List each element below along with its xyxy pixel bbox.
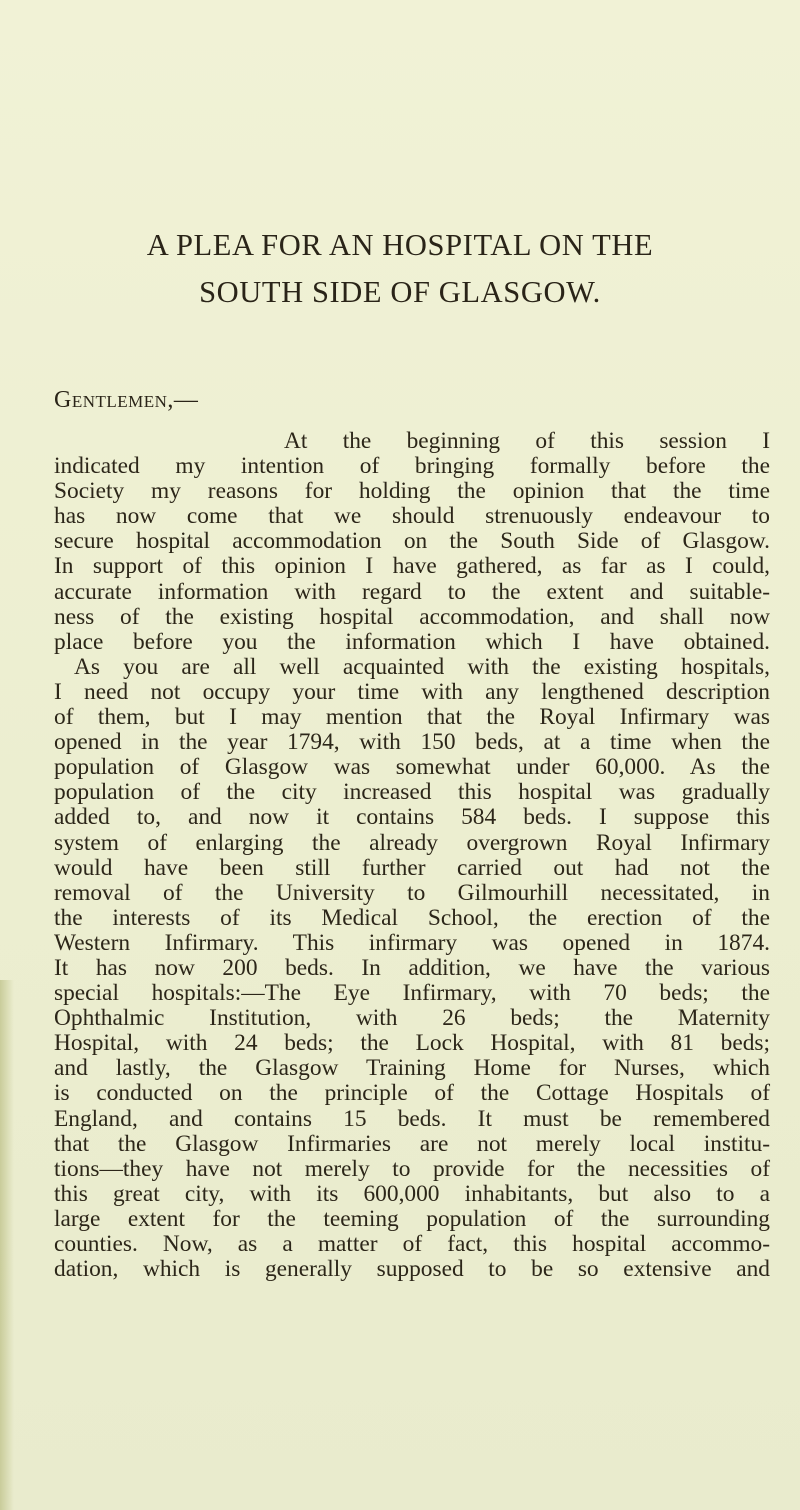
text-line: Western Infirmary. This infirmary was opened in 1874. (54, 929, 770, 956)
text-line: place before you the information which I have obtained. (54, 628, 770, 655)
text-line: Ophthalmic Institution, with 26 beds; the Maternity (54, 1005, 770, 1032)
text-line: opened in the year 1794, with 150 beds, at a time when the (54, 729, 770, 756)
text-line: Society my reasons for holding the opinion that the time (54, 478, 770, 505)
text-line: this great city, with its 600,000 inhabitants, but also to a (54, 1180, 770, 1207)
text-line: In support of this opinion I have gathered, as far as I could, (54, 553, 770, 580)
title-line-2: SOUTH SIDE OF GLASGOW. (199, 275, 601, 309)
text-line: dation, which is generally supposed to be so extensive and (54, 1256, 770, 1283)
text-line: and lastly, the Glasgow Training Home for Nurses, which (54, 1055, 770, 1082)
text-line: England, and contains 15 beds. It must be remembered (54, 1105, 770, 1132)
text-line: that the Glasgow Infirmaries are not merely local institu- (54, 1130, 770, 1157)
text-line: removal of the University to Gilmourhill necessitated, in (54, 879, 770, 906)
title-line-1: A PLEA FOR AN HOSPITAL ON THE (146, 228, 654, 262)
text-line: large extent for the teeming population of the surrounding (54, 1205, 770, 1232)
text-line: population of the city increased this hospital was gradually (54, 779, 770, 806)
text-line: counties. Now, as a matter of fact, this hospital accommo- (54, 1231, 770, 1257)
text-line: It has now 200 beds. In addition, we have the various (54, 954, 770, 981)
text-line: has now come that we should strenuously endeavour to (54, 503, 770, 530)
page-edge-shadow (0, 980, 14, 1510)
text-line: would have been still further carried out had not the (54, 854, 770, 881)
text-line: I need not occupy your time with any lengthened description (54, 678, 770, 705)
text-line: system of enlarging the already overgrown Royal Infirmary (54, 829, 770, 856)
text-line: Hospital, with 24 beds; the Lock Hospital, with 81 beds; (54, 1030, 770, 1057)
text-line: of them, but I may mention that the Royal Infirmary was (54, 704, 770, 731)
text-line: secure hospital accommodation on the South Side of Glasgow. (54, 528, 770, 555)
text-line: indicated my intention of bringing formally before the (54, 453, 770, 480)
text-line: accurate information with regard to the extent and suitable- (54, 578, 770, 605)
text-line: is conducted on the principle of the Cottage Hospitals of (54, 1080, 770, 1107)
text-line: the interests of its Medical School, the erection of the (54, 904, 770, 931)
body-text (54, 429, 770, 1282)
text-line: tions—they have not merely to provide for the necessities of (54, 1155, 770, 1182)
text-line: added to, and now it contains 584 beds. I suppose this (54, 804, 770, 831)
text-line: population of Glasgow was somewhat under 60,000. As the (54, 754, 770, 781)
text-line: At the beginning of this session I (284, 428, 770, 454)
salutation: Gentlemen,— (54, 387, 199, 413)
text-line: ness of the existing hospital accommodation, and shall now (54, 603, 770, 630)
text-line: special hospitals:—The Eye Infirmary, with 70 beds; the (54, 980, 770, 1007)
text-line: As you are all well acquainted with the existing hospitals, (74, 653, 770, 680)
